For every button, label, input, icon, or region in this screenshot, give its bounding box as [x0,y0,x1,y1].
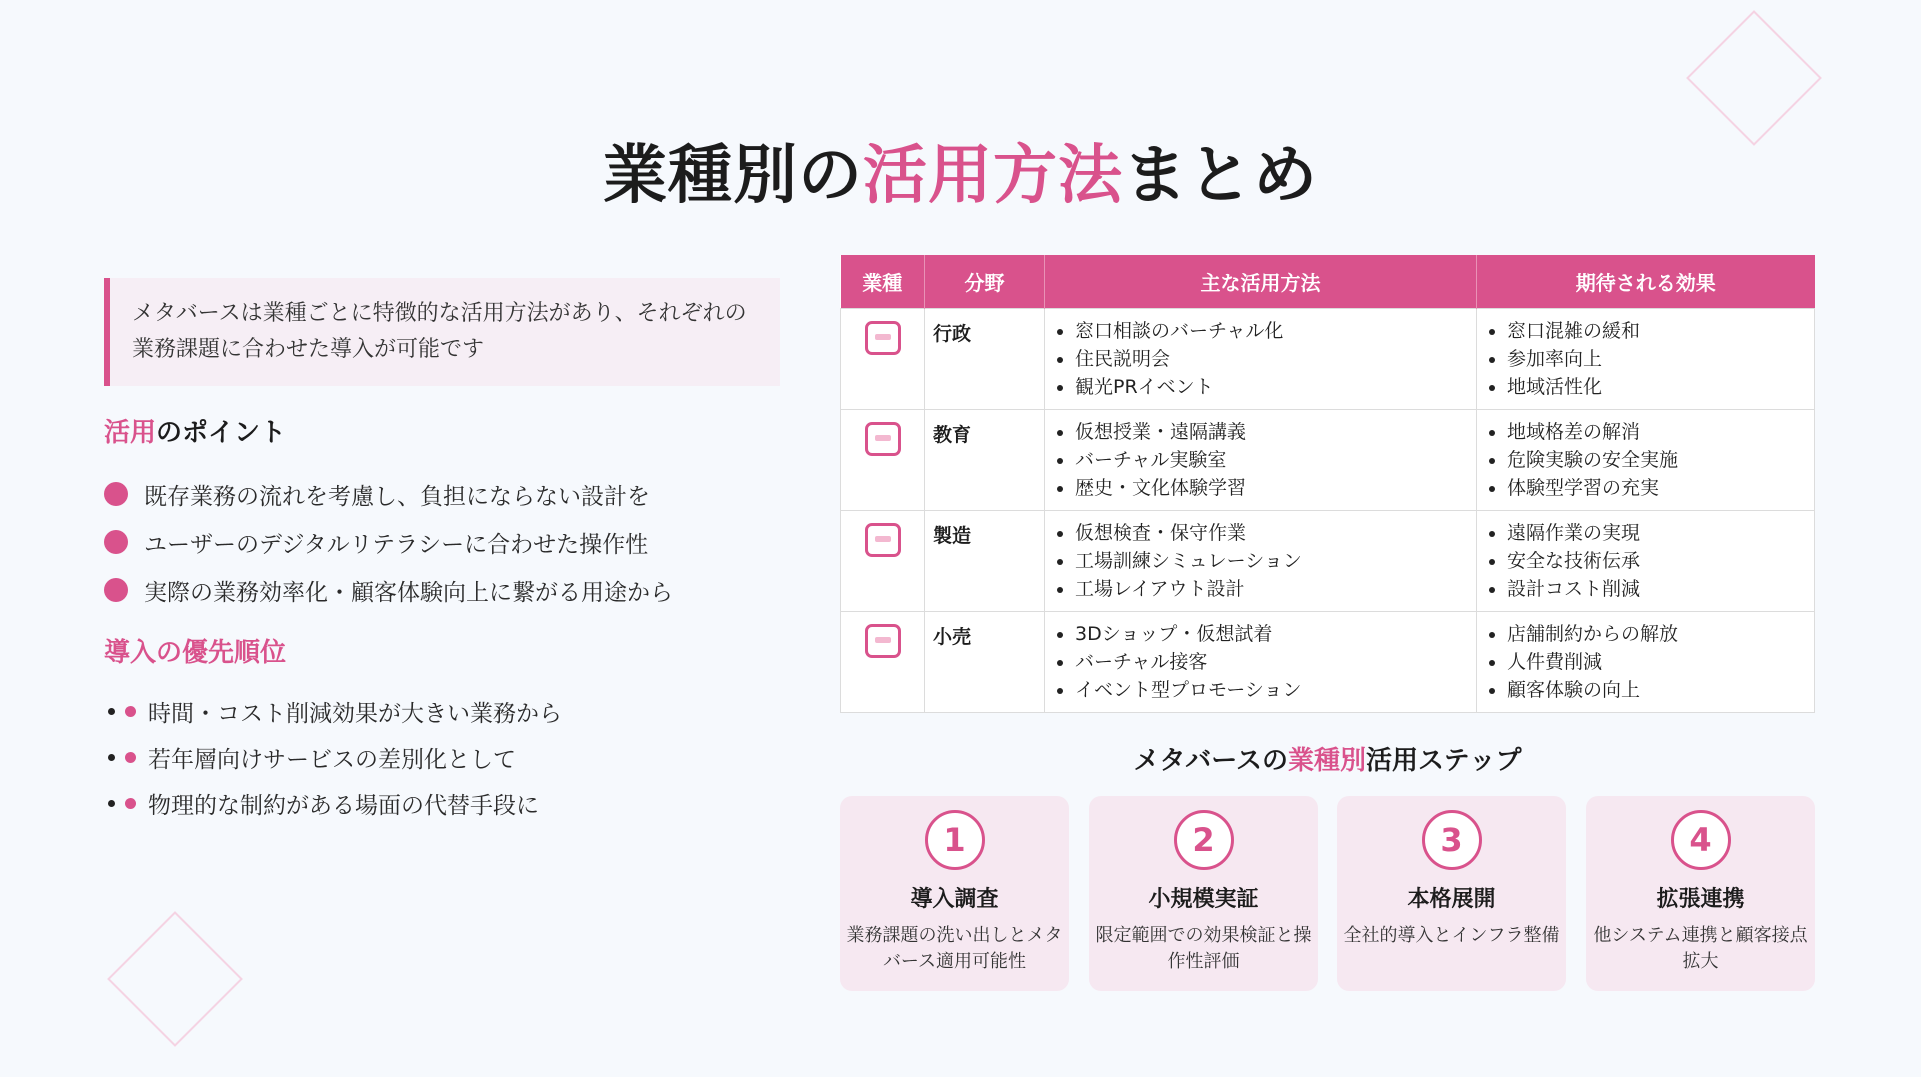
step-title: 導入調査 [910,887,999,912]
effect-item: • 体験型学習の充実 [1507,474,1804,502]
effect-item: • 安全な技術伝承 [1507,547,1804,575]
list-item [104,780,562,826]
industry-table [840,255,1815,713]
page-title [0,138,1921,214]
list-item [104,734,562,780]
table-row [841,309,1815,410]
step-card-1 [840,796,1069,991]
table-header-row [841,255,1815,309]
step-card-3 [1337,796,1566,991]
priority-heading: 導入の優先順位 [104,638,287,668]
method-item: • 住民説明会 [1075,345,1466,373]
method-item: • バーチャル実験室 [1075,446,1466,474]
step-number-badge: 3 [1422,810,1482,870]
calendar-icon [865,422,901,456]
header-industry: 業種 [841,255,925,309]
list-item-text: 既存業務の流れを考慮し、負担にならない設計を [144,483,650,510]
effect-item: • 危険実験の安全実施 [1507,446,1804,474]
bullet-dot-icon [104,482,128,506]
effects-cell [1477,612,1815,713]
step-description: 全社的導入とインフラ整備 [1343,925,1560,946]
industry-icon-cell [841,309,925,410]
bullet-dot-icon [104,578,128,602]
step-title: 本格展開 [1407,887,1496,912]
points-heading-accent: 活用 [104,418,157,448]
header-methods: 主な活用方法 [1045,255,1477,309]
effect-item: • 設計コスト削減 [1507,575,1804,603]
effects-cell [1477,511,1815,612]
receipt-icon [865,624,901,658]
industry-icon-cell [841,410,925,511]
effect-item: • 顧客体験の向上 [1507,676,1804,704]
step-title: 小規模実証 [1148,887,1259,912]
method-item: • 工場訓練シミュレーション [1075,547,1466,575]
header-field: 分野 [925,255,1045,309]
table-row [841,612,1815,713]
steps-title [840,740,1815,777]
step-title: 拡張連携 [1656,887,1745,912]
effect-item: • 店舗制約からの解放 [1507,620,1804,648]
steps-title-post: 活用ステップ [1365,746,1522,776]
steps-title-accent: 業種別 [1287,746,1366,776]
field-cell: 教育 [925,410,1045,511]
step-number-badge: 4 [1671,810,1731,870]
header-effects: 期待される効果 [1477,255,1815,309]
step-number-badge: 2 [1174,810,1234,870]
methods-cell [1045,612,1477,713]
title-part-3: まとめ [1123,139,1318,213]
effect-item: • 地域活性化 [1507,373,1804,401]
method-item: • イベント型プロモーション [1075,676,1466,704]
bullet-dot-icon [125,752,136,763]
methods-cell [1045,511,1477,612]
bullet-icon [108,754,115,761]
briefcase-icon [865,321,901,355]
step-number-badge: 1 [925,810,985,870]
intro-callout: メタバースは業種ごとに特徴的な活用方法があり、それぞれの業務課題に合わせた導入が可能です [104,278,780,386]
effects-cell [1477,410,1815,511]
effect-item: • 人件費削減 [1507,648,1804,676]
list-item [104,566,673,614]
toolbox-icon [865,523,901,557]
industry-icon-cell [841,511,925,612]
steps-title-pre: メタバースの [1133,746,1288,776]
diamond-decoration-bottom-left [107,911,243,1047]
field-cell: 行政 [925,309,1045,410]
industry-icon-cell [841,612,925,713]
method-item: • 歴史・文化体験学習 [1075,474,1466,502]
method-item: • 仮想検査・保守作業 [1075,519,1466,547]
effect-item: • 参加率向上 [1507,345,1804,373]
methods-cell [1045,309,1477,410]
step-card-2 [1089,796,1318,991]
list-item-text: 実際の業務効率化・顧客体験向上に繋がる用途から [144,579,673,606]
method-item: • 観光PRイベント [1075,373,1466,401]
step-description: 業務課題の洗い出しとメタバース適用可能性 [846,925,1063,972]
list-item-text: 若年層向けサービスの差別化として [148,746,516,773]
bullet-dot-icon [104,530,128,554]
methods-cell [1045,410,1477,511]
effect-item: • 地域格差の解消 [1507,418,1804,446]
method-item: • 工場レイアウト設計 [1075,575,1466,603]
table-row [841,410,1815,511]
priority-list [104,688,562,826]
field-cell: 製造 [925,511,1045,612]
method-item: • 仮想授業・遠隔講義 [1075,418,1466,446]
field-cell: 小売 [925,612,1045,713]
list-item-text: 物理的な制約がある場面の代替手段に [148,792,539,819]
list-item-text: ユーザーのデジタルリテラシーに合わせた操作性 [144,531,649,558]
diamond-decoration-top-right [1686,10,1822,146]
bullet-icon [108,800,115,807]
method-item: • 3Dショップ・仮想試着 [1075,620,1466,648]
list-item [104,470,673,518]
list-item [104,518,673,566]
step-card-4 [1586,796,1815,991]
list-item [104,688,562,734]
bullet-dot-icon [125,706,136,717]
points-list [104,470,673,614]
step-description: 他システム連携と顧客接点拡大 [1593,925,1808,972]
bullet-icon [108,708,115,715]
method-item: • バーチャル接客 [1075,648,1466,676]
bullet-dot-icon [125,798,136,809]
effects-cell [1477,309,1815,410]
effect-item: • 窓口混雑の緩和 [1507,317,1804,345]
step-description: 限定範囲での効果検証と操作性評価 [1095,925,1312,972]
points-heading [104,412,286,449]
method-item: • 窓口相談のバーチャル化 [1075,317,1466,345]
title-accent: 活用方法 [863,139,1123,213]
table-row [841,511,1815,612]
list-item-text: 時間・コスト削減効果が大きい業務から [148,700,562,727]
title-part-1: 業種別の [603,139,863,213]
effect-item: • 遠隔作業の実現 [1507,519,1804,547]
points-heading-rest: のポイント [156,418,287,448]
